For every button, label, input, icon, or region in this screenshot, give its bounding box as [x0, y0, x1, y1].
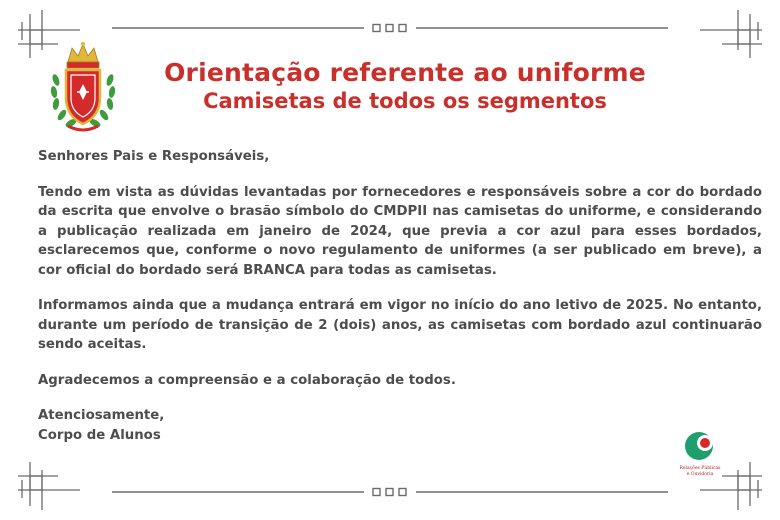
- page-subtitle: Camisetas de todos os segmentos: [203, 89, 607, 113]
- ouvidoria-logo: [676, 430, 724, 480]
- crest-icon: [46, 40, 120, 136]
- letter-body: [38, 147, 762, 445]
- page-title: Orientação referente ao uniforme: [164, 58, 646, 87]
- paragraph-1: Tendo em vista as dúvidas levantadas por fornecedores e responsáveis sobre a cor do bordado da escrita que envolve o brasão símbolo do CMDPII nas camisetas do uniforme, e considerando a publicação realizada em janeiro de 2024, que previa a cor azul para esses bordados, esclarecemos que, conforme o novo regulamento de uniformes (a ser publicado em breve), a cor oficial do bordado será BRANCA para todas as camisetas.: [38, 184, 762, 278]
- signature: Corpo de Alunos: [38, 427, 161, 443]
- thanks-line: Agradecemos a compreensão e a colaboração de todos.: [38, 372, 456, 388]
- paragraph-2: Informamos ainda que a mudança entrará em vigor no início do ano letivo de 2025. No entanto, durante um período de transição de 2 (dois) anos, as camisetas com bordado azul continuarão sendo aceitas.: [38, 298, 762, 352]
- ouvidoria-logo-icon: [683, 430, 717, 462]
- title-block: [130, 58, 680, 115]
- ouvidoria-logo-line2: e Ouvidoria: [686, 472, 714, 477]
- ouvidoria-logo-line1: Relações Públicas: [679, 466, 721, 471]
- greeting: Senhores Pais e Responsáveis,: [38, 149, 270, 164]
- closing: Atenciosamente,: [38, 408, 165, 423]
